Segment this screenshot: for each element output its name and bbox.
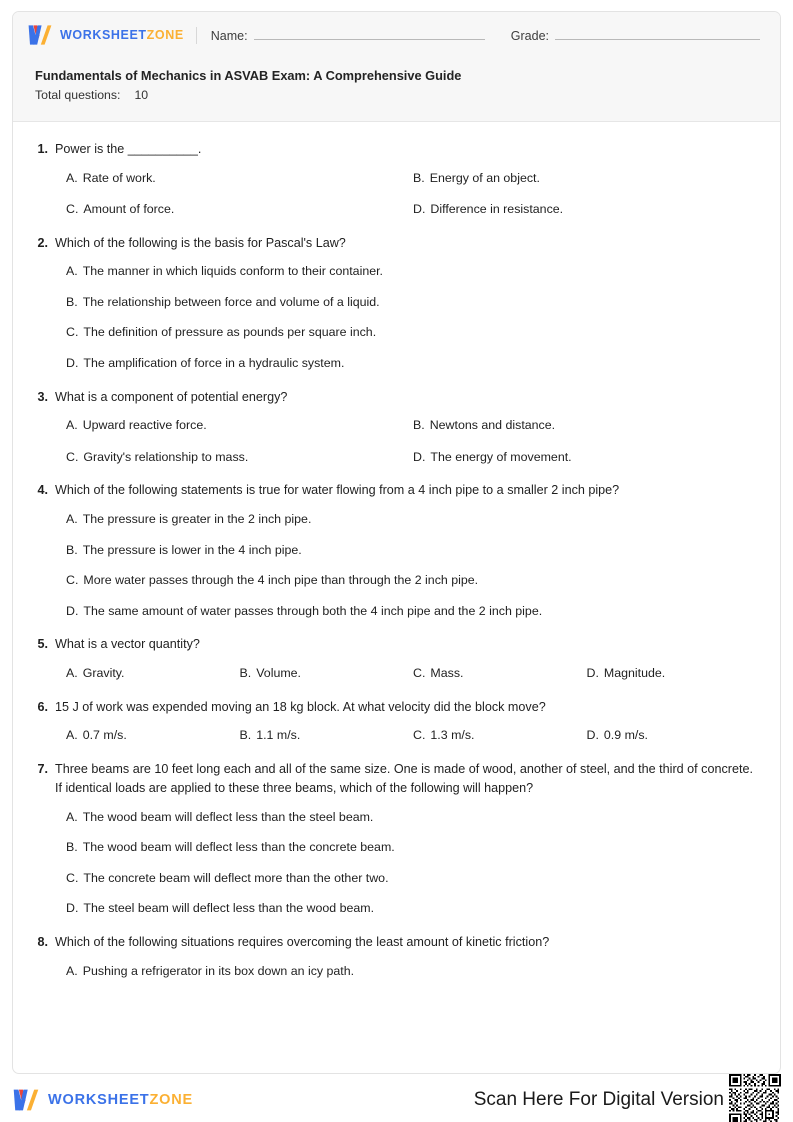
question-number: 5.	[37, 637, 48, 652]
answer-option-letter: C.	[66, 202, 79, 217]
answer-option-letter: A.	[66, 728, 78, 743]
question-text: What is a component of potential energy?	[55, 389, 288, 404]
answer-option-text: Magnitude.	[603, 665, 666, 680]
answer-option-letter: C.	[413, 665, 426, 680]
name-field[interactable]	[211, 28, 485, 43]
worksheet-zone-w-logo-icon	[27, 24, 53, 46]
answer-option-text: More water passes through the 4 inch pipe than through the 2 inch pipe.	[83, 573, 479, 588]
answer-option[interactable]	[66, 293, 760, 312]
answer-option[interactable]	[66, 541, 760, 560]
answer-option-letter: B.	[413, 418, 425, 433]
question-text: Which of the following is the basis for Pascal's Law?	[55, 235, 346, 250]
answer-option[interactable]	[66, 664, 240, 683]
question-options	[35, 726, 760, 745]
answer-option[interactable]	[66, 808, 760, 827]
answer-option-text: The wood beam will deflect less than the steel beam.	[82, 809, 374, 824]
answer-option-letter: A.	[66, 264, 78, 279]
answer-option[interactable]	[413, 200, 760, 219]
footer-brand-logo-text	[48, 1092, 193, 1108]
answer-option-letter: A.	[66, 809, 78, 824]
answer-option-letter: D.	[586, 728, 599, 743]
question-options	[35, 169, 760, 219]
question-head	[35, 635, 760, 655]
question-options	[35, 262, 760, 372]
question-options	[35, 962, 760, 981]
answer-option[interactable]	[66, 602, 760, 621]
answer-option-letter: B.	[239, 728, 252, 743]
question-options	[35, 808, 760, 918]
header-top-row	[13, 12, 780, 58]
question-item	[35, 234, 760, 373]
page-title: Fundamentals of Mechanics in ASVAB Exam: A Comprehensive Guide	[35, 68, 462, 83]
answer-option-text: The wood beam will deflect less than the concrete beam.	[82, 840, 395, 855]
answer-option[interactable]	[240, 726, 414, 745]
header-divider	[196, 27, 197, 44]
name-field-label: Name:	[210, 28, 248, 43]
answer-option-letter: B.	[66, 294, 78, 309]
answer-option-text: Volume.	[256, 665, 301, 680]
answer-option-letter: C.	[66, 573, 79, 588]
answer-option[interactable]	[66, 510, 760, 529]
question-head	[35, 234, 760, 254]
question-item	[35, 481, 760, 620]
scan-label: Scan Here For Digital Version	[473, 1089, 724, 1110]
answer-option[interactable]	[66, 571, 760, 590]
answer-option-letter: D.	[66, 603, 79, 618]
answer-option-text: Upward reactive force.	[82, 418, 207, 433]
question-head	[35, 698, 760, 718]
question-head	[35, 140, 760, 160]
answer-option-letter: D.	[66, 901, 79, 916]
question-text: Which of the following statements is true for water flowing from a 4 inch pipe to a smaller 2 inch pipe?	[55, 483, 620, 498]
qr-code-icon[interactable]	[729, 1074, 781, 1122]
total-questions-label: Total questions:	[35, 88, 121, 103]
question-number: 7.	[37, 761, 48, 776]
question-item	[35, 635, 760, 682]
answer-option-text: 0.9 m/s.	[603, 728, 648, 743]
question-item	[35, 698, 760, 745]
question-text: Three beams are 10 feet long each and all of the same size. One is made of wood, another of steel, and the third of concrete. If identical loads are applied to these three beams, which of the following will happen?	[55, 761, 753, 796]
answer-option-text: The same amount of water passes through both the 4 inch pipe and the 2 inch pipe.	[83, 603, 543, 618]
answer-option-text: Difference in resistance.	[430, 202, 564, 217]
answer-option-letter: C.	[413, 728, 426, 743]
question-head	[35, 933, 760, 953]
total-questions	[35, 88, 760, 102]
answer-option-text: The steel beam will deflect less than the wood beam.	[83, 901, 375, 916]
answer-option-text: Rate of work.	[82, 170, 156, 185]
worksheet-sheet	[12, 11, 781, 1074]
answer-option-text: Energy of an object.	[429, 170, 540, 185]
answer-option-letter: B.	[413, 170, 425, 185]
answer-option-letter: A.	[66, 170, 78, 185]
brand-logo	[27, 24, 184, 46]
answer-option-text: The definition of pressure as pounds per square inch.	[83, 325, 377, 340]
grade-field-rule[interactable]	[555, 28, 760, 40]
answer-option-letter: C.	[66, 325, 79, 340]
grade-field-label: Grade:	[510, 28, 549, 43]
answer-option-text: The manner in which liquids conform to their container.	[82, 264, 383, 279]
answer-option[interactable]	[587, 726, 761, 745]
question-number: 6.	[37, 699, 48, 714]
answer-option-letter: B.	[239, 665, 252, 680]
answer-option-text: Newtons and distance.	[429, 418, 556, 433]
question-number: 8.	[37, 935, 48, 950]
answer-option-text: The concrete beam will deflect more than the other two.	[83, 870, 389, 885]
question-text: Power is the __________.	[55, 142, 202, 156]
answer-option[interactable]	[66, 869, 760, 888]
question-item	[35, 760, 760, 918]
answer-option-text: Pushing a refrigerator in its box down an icy path.	[82, 963, 355, 978]
answer-option-letter: A.	[66, 511, 78, 526]
name-field-rule[interactable]	[254, 28, 485, 40]
answer-option[interactable]	[66, 169, 413, 188]
question-item	[35, 933, 760, 980]
question-text: Which of the following situations requires overcoming the least amount of kinetic friction?	[55, 935, 550, 950]
footer-brand-name-primary: WORKSHEET	[48, 1092, 150, 1108]
answer-option-text: Mass.	[430, 665, 464, 680]
question-head	[35, 481, 760, 501]
question-head	[35, 760, 760, 799]
answer-option-letter: D.	[66, 356, 79, 371]
answer-option[interactable]	[66, 262, 760, 281]
answer-option-text: The relationship between force and volume of a liquid.	[82, 294, 380, 309]
question-number: 4.	[37, 483, 48, 498]
answer-option[interactable]	[413, 169, 760, 188]
question-options	[35, 664, 760, 683]
answer-option-text: The amplification of force in a hydraulic system.	[83, 356, 345, 371]
answer-option-letter: D.	[413, 449, 426, 464]
answer-option[interactable]	[66, 899, 760, 918]
questions-list	[13, 122, 780, 1005]
brand-name-primary: WORKSHEET	[60, 28, 147, 42]
question-number: 1.	[37, 142, 48, 156]
answer-option[interactable]	[413, 416, 760, 435]
answer-option[interactable]	[587, 664, 761, 683]
answer-option-letter: D.	[586, 665, 599, 680]
worksheet-header	[13, 12, 780, 122]
answer-option-text: Gravity's relationship to mass.	[83, 449, 249, 464]
question-number: 3.	[37, 389, 48, 404]
footer-brand-name-secondary: ZONE	[149, 1092, 193, 1108]
answer-option-letter: A.	[66, 418, 78, 433]
answer-option-text: The pressure is lower in the 4 inch pipe.	[82, 542, 302, 557]
brand-logo-text	[60, 28, 184, 42]
answer-option[interactable]	[66, 200, 413, 219]
answer-option-text: 0.7 m/s.	[82, 728, 127, 743]
question-item	[35, 140, 760, 219]
answer-option[interactable]	[413, 726, 587, 745]
footer-brand-logo	[12, 1088, 193, 1112]
answer-option[interactable]	[66, 726, 240, 745]
answer-option[interactable]	[413, 664, 587, 683]
worksheet-footer	[12, 1078, 781, 1122]
total-questions-value: 10	[134, 88, 149, 103]
answer-option[interactable]	[413, 448, 760, 467]
answer-option-text: Gravity.	[82, 665, 125, 680]
answer-option-text: The energy of movement.	[430, 449, 572, 464]
question-item	[35, 388, 760, 467]
answer-option-letter: B.	[66, 542, 78, 557]
answer-option-letter: A.	[66, 665, 78, 680]
answer-option-letter: C.	[66, 870, 79, 885]
answer-option[interactable]	[66, 416, 413, 435]
answer-option-text: 1.1 m/s.	[256, 728, 301, 743]
brand-name-secondary: ZONE	[146, 28, 184, 42]
question-options	[35, 416, 760, 466]
answer-option-letter: B.	[66, 840, 78, 855]
answer-option-letter: C.	[66, 449, 79, 464]
header-meta	[13, 58, 780, 102]
answer-option[interactable]	[66, 838, 760, 857]
grade-field[interactable]	[511, 28, 760, 43]
question-text: What is a vector quantity?	[55, 637, 200, 652]
question-options	[35, 510, 760, 620]
answer-option[interactable]	[66, 448, 413, 467]
answer-option-letter: A.	[66, 963, 78, 978]
answer-option[interactable]	[66, 354, 760, 373]
worksheet-zone-w-logo-icon	[12, 1088, 40, 1112]
question-head	[35, 388, 760, 408]
answer-option-text: The pressure is greater in the 2 inch pipe.	[82, 511, 312, 526]
question-number: 2.	[37, 235, 48, 250]
question-text: 15 J of work was expended moving an 18 kg block. At what velocity did the block move?	[55, 699, 546, 714]
answer-option[interactable]	[240, 664, 414, 683]
answer-option-text: 1.3 m/s.	[430, 728, 475, 743]
answer-option-text: Amount of force.	[83, 202, 175, 217]
answer-option[interactable]	[66, 962, 760, 981]
answer-option[interactable]	[66, 323, 760, 342]
answer-option-letter: D.	[413, 202, 426, 217]
